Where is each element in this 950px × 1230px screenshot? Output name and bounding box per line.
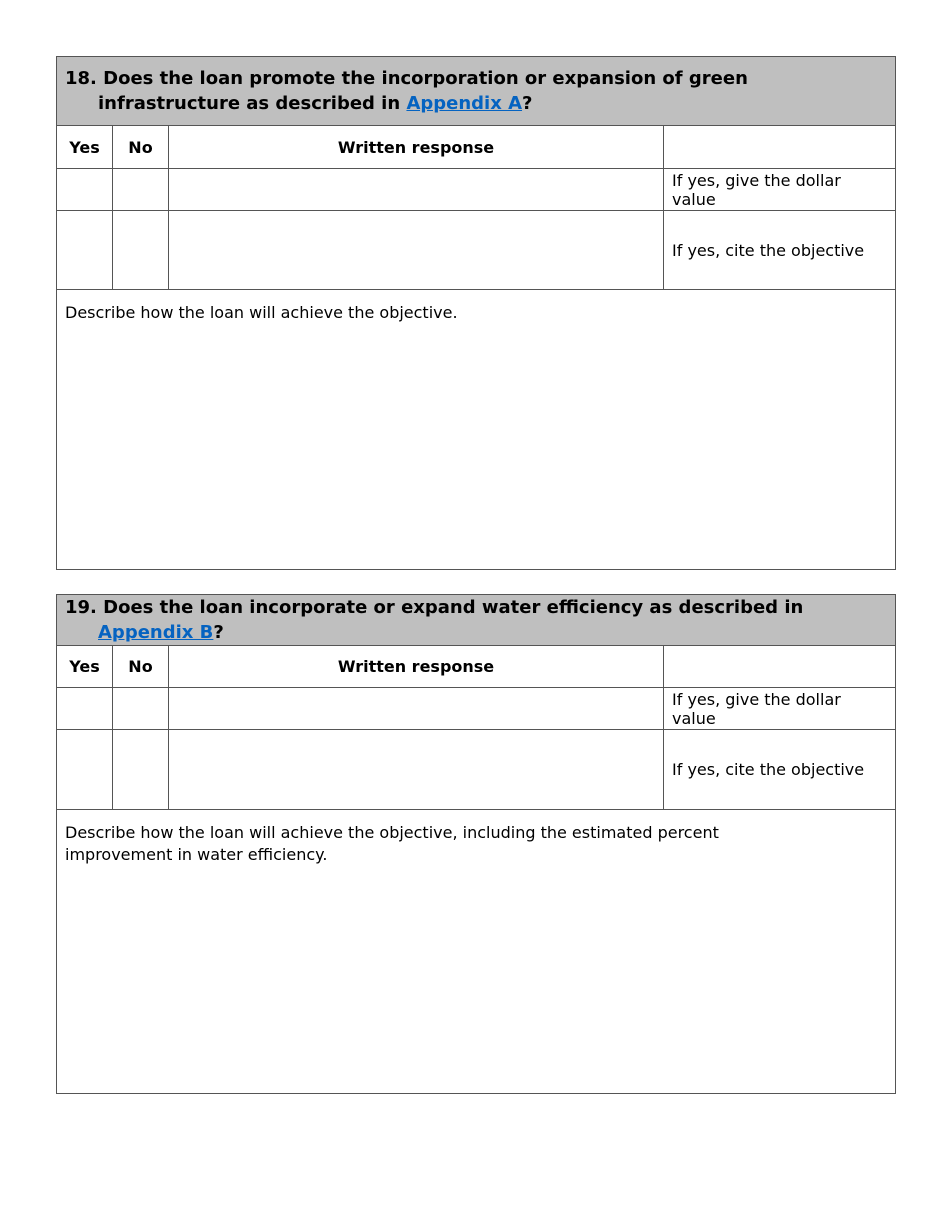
question-19-end: ? xyxy=(213,622,224,643)
objective-label: If yes, cite the objective xyxy=(664,211,896,290)
dollar-no-cell[interactable] xyxy=(113,169,169,211)
question-18-text: 18. Does the loan promote the incorporation or expansion of green infrastructure as described in xyxy=(65,68,748,114)
dollar-value-label: If yes, give the dollar value xyxy=(664,169,896,211)
written-response-column-header: Written response xyxy=(169,646,664,688)
question-18-table xyxy=(56,56,896,570)
question-18-end: ? xyxy=(522,93,533,114)
question-18-header xyxy=(57,57,896,126)
blank-header-cell xyxy=(664,126,896,169)
question-19-table xyxy=(56,594,896,1094)
yes-column-header: Yes xyxy=(57,126,113,169)
appendix-b-link[interactable]: Appendix B xyxy=(98,622,214,643)
question-19-text: 19. Does the loan incorporate or expand water efficiency as described in xyxy=(65,597,804,618)
dollar-yes-cell[interactable] xyxy=(57,169,113,211)
yes-column-header: Yes xyxy=(57,646,113,688)
blank-header-cell xyxy=(664,646,896,688)
written-response-column-header: Written response xyxy=(169,126,664,169)
appendix-a-link[interactable]: Appendix A xyxy=(406,93,523,114)
describe-prompt: Describe how the loan will achieve the objective. xyxy=(65,303,458,322)
describe-field[interactable] xyxy=(57,810,896,1094)
dollar-value-field[interactable] xyxy=(169,688,664,730)
objective-no-cell[interactable] xyxy=(113,730,169,810)
objective-no-cell[interactable] xyxy=(113,211,169,290)
question-19-header xyxy=(57,595,896,646)
no-column-header: No xyxy=(113,646,169,688)
objective-yes-cell[interactable] xyxy=(57,211,113,290)
dollar-yes-cell[interactable] xyxy=(57,688,113,730)
dollar-no-cell[interactable] xyxy=(113,688,169,730)
objective-label: If yes, cite the objective xyxy=(664,730,896,810)
objective-field[interactable] xyxy=(169,730,664,810)
objective-yes-cell[interactable] xyxy=(57,730,113,810)
objective-field[interactable] xyxy=(169,211,664,290)
no-column-header: No xyxy=(113,126,169,169)
describe-prompt: Describe how the loan will achieve the objective, including the estimated percent improvement in water efficiency. xyxy=(65,823,719,864)
dollar-value-label: If yes, give the dollar value xyxy=(664,688,896,730)
describe-field[interactable] xyxy=(57,290,896,570)
dollar-value-field[interactable] xyxy=(169,169,664,211)
